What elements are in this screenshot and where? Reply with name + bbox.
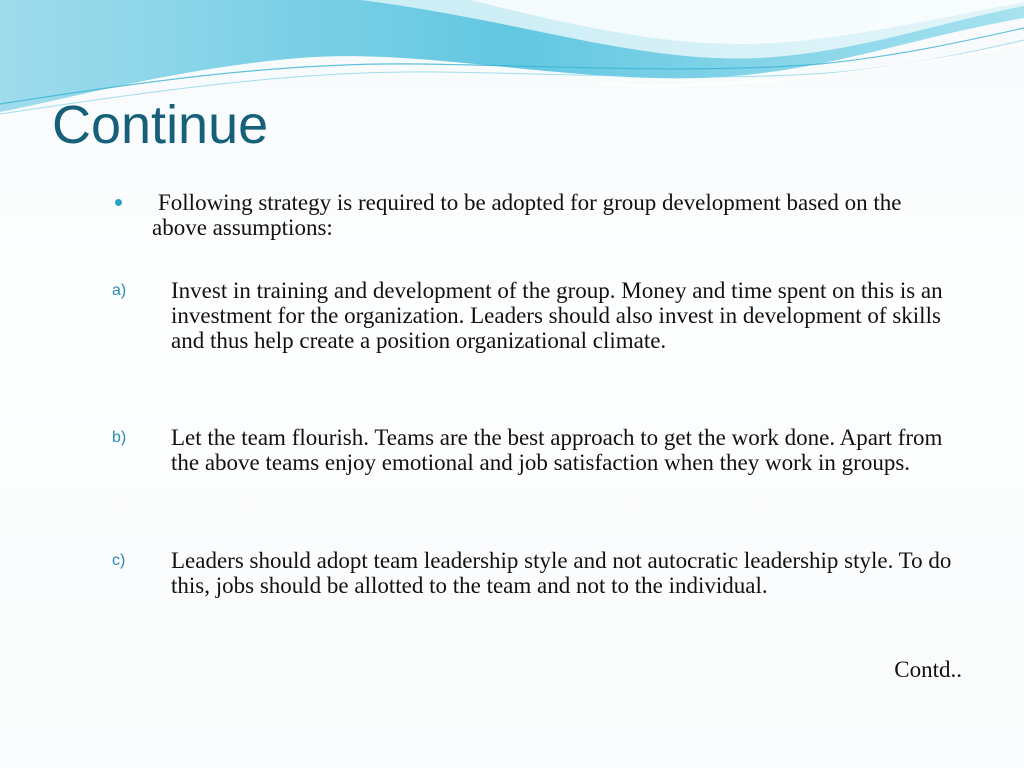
list-item-text: Invest in training and development of the group. Money and time spent on this is an investment for the organization. Leaders should also invest in development of skills and thus help create a position organizational climate. [171, 278, 943, 353]
list-item-text: Let the team flourish. Teams are the best approach to get the work done. Apart from the above teams enjoy emotional and job satisfaction when they work in groups. [171, 425, 943, 475]
intro-bullet [112, 190, 932, 240]
list-item-label: b) [112, 429, 127, 446]
list-item-c [112, 548, 972, 598]
list-item-label: c) [112, 552, 126, 569]
list-item-b [112, 425, 972, 475]
intro-text: Following strategy is required to be adopted for group development based on the above assumptions: [152, 190, 902, 240]
list-item-label: a) [112, 282, 127, 299]
list-item-a [112, 278, 972, 353]
bullet-dot-icon [115, 199, 122, 206]
continued-label: Contd.. [894, 657, 962, 682]
slide-title: Continue [52, 95, 269, 155]
list-item-text: Leaders should adopt team leadership style and not autocratic leadership style. To do this, jobs should be allotted to the team and not to the individual. [171, 548, 952, 598]
